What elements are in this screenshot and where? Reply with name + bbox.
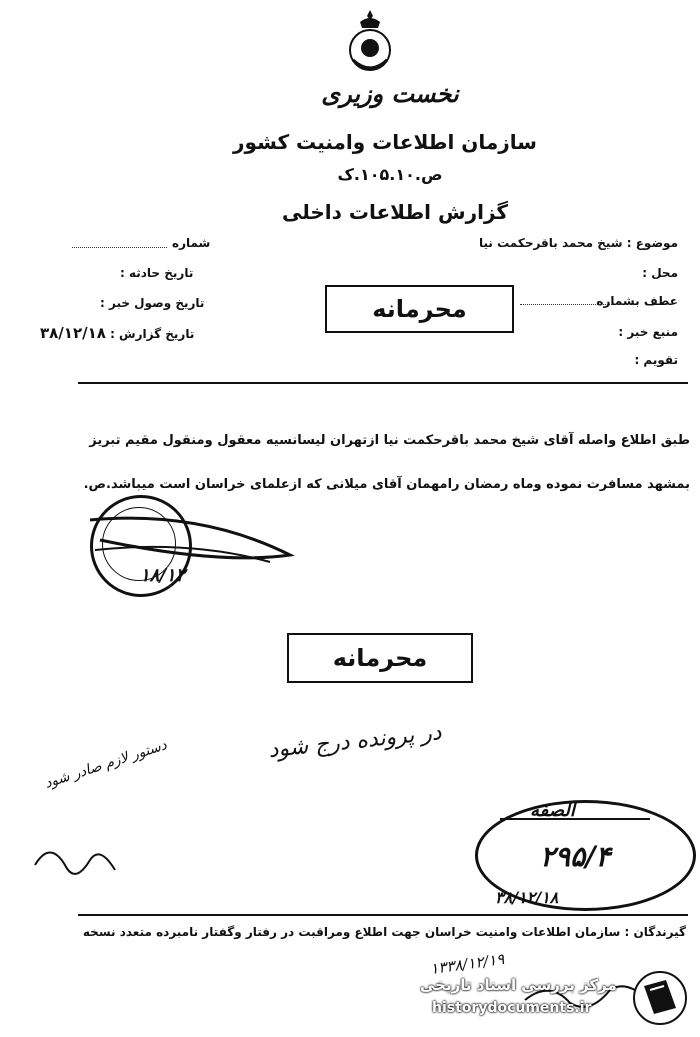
organization-title: سازمان اطلاعات وامنیت کشور — [233, 130, 537, 154]
report-date-value: ۳۸/۱۲/۱۸ — [40, 324, 106, 342]
report-title: گزارش اطلاعات داخلی — [281, 200, 509, 224]
document-code: ص.۱۰۵.۱۰.ک — [337, 165, 443, 184]
footer-divider — [78, 914, 688, 916]
watermark-title: مرکز بررسی اسناد تاریخی — [420, 976, 617, 994]
report-body-line-2: بمشهد مسافرت نموده وماه رمضان رامهمان آقای میلانی که ازعلمای خراسان است میباشد.ص. — [83, 477, 690, 492]
history-documents-logo-icon — [630, 968, 690, 1028]
handwritten-note: در پرونده درج شود — [267, 720, 443, 764]
confidential-box: محرمانه — [325, 285, 514, 333]
receipt-date-label: تاریخ وصول خبر : — [100, 296, 205, 310]
recipients-text: سازمان اطلاعات وامنیت خراسان جهت اطلاع ومراقبت در رفتار وگفتار نامبرده متعدد نسخه — [82, 925, 621, 939]
number-label: شماره — [172, 236, 211, 250]
report-body-line-1: طبق اطلاع واصله آقای شیخ محمد باقرحکمت نیا ازتهران لیسانسیه معقول ومنقول مقیم تبریز — [89, 433, 690, 448]
registry-stamp-line — [500, 818, 650, 820]
margin-signature — [30, 835, 120, 890]
reference-label: عطف بشماره — [596, 294, 678, 308]
source-label: منبع خبر : — [618, 325, 678, 339]
lion-and-sun-emblem-icon — [345, 8, 395, 80]
reference-dotted-line — [520, 304, 612, 305]
seal-date: ۱۸/۱۲ — [140, 565, 186, 586]
recipients-label: گیرندگان : — [624, 925, 686, 939]
report-date-label: تاریخ گزارش : — [110, 327, 195, 341]
event-date-label: تاریخ حادثه : — [120, 266, 194, 280]
place-label: محل : — [642, 266, 678, 280]
registry-stamp-label: الصفه — [530, 800, 575, 821]
signature-date: ۱۳۳۸/۱۲/۱۹ — [429, 949, 506, 979]
registry-number: ۲۹۵/۴ — [540, 840, 611, 873]
handwritten-margin-note: دستور لازم صادر شود — [42, 737, 169, 792]
confidential-box-2: محرمانه — [287, 633, 473, 683]
subject-value: شیخ محمد باقرحکمت نیا — [479, 236, 623, 250]
signature-scribble — [80, 500, 310, 610]
subject-label: موضوع : — [626, 236, 678, 250]
ministry-title: نخست وزیری — [321, 80, 459, 108]
recipients-line — [83, 925, 686, 939]
assessment-label: تقویم : — [634, 353, 678, 367]
registry-date: ۳۸/۱۲/۱۸ — [495, 888, 559, 907]
watermark-site: historydocuments.ir — [432, 1000, 592, 1016]
header-divider — [78, 382, 688, 384]
report-date-field — [40, 324, 194, 342]
subject-field — [479, 236, 678, 250]
number-dotted-line — [72, 247, 167, 248]
